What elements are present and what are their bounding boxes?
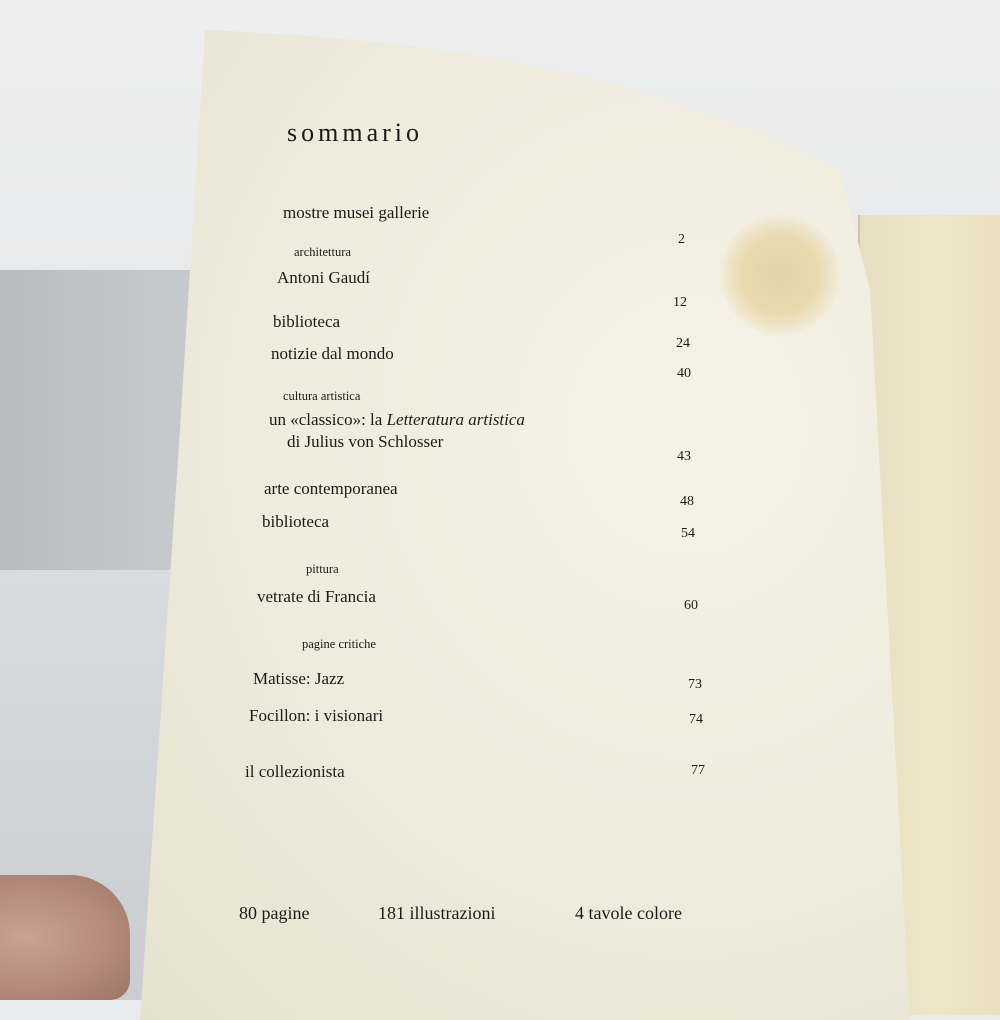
toc-category: pagine critiche [302, 637, 376, 651]
toc-entry-page: 74 [689, 712, 703, 727]
toc-entry-title: vetrate di Francia [257, 587, 376, 606]
toc-entry-page: 77 [691, 763, 705, 778]
toc-entry-title [269, 410, 525, 430]
toc-entry-title: notizie dal mondo [271, 344, 394, 363]
toc-entry-page: 12 [673, 295, 687, 310]
toc-entry-page: 60 [684, 598, 698, 613]
background-shadow [0, 270, 200, 570]
toc-entry-title: Matisse: Jazz [253, 669, 345, 688]
toc-entry-page: 48 [680, 494, 694, 509]
toc-entry-page: 24 [676, 336, 690, 351]
toc-entry-title-italic: Letteratura artistica [386, 410, 525, 429]
toc-category: pittura [306, 562, 339, 576]
toc-entry-page: 2 [678, 232, 685, 247]
contents-page [140, 30, 920, 1020]
toc-entry-page: 40 [677, 366, 691, 381]
toc-entry-page: 43 [677, 449, 691, 464]
toc-entry-title: biblioteca [273, 312, 341, 331]
toc-entry-title: mostre musei gallerie [283, 203, 430, 222]
toc-entry-title: arte contemporanea [264, 479, 398, 498]
toc-entry-title-line2: di Julius von Schlosser [287, 432, 444, 451]
footer-illustrations: 181 illustrazioni [378, 903, 496, 923]
footer-pages: 80 pagine [239, 903, 310, 923]
toc-entry-title-prefix: un «classico»: la [269, 410, 387, 429]
toc-category: architettura [294, 245, 351, 259]
paper-stain [720, 215, 840, 335]
toc-entry-page: 73 [688, 677, 702, 692]
toc-entry-page: 54 [681, 526, 695, 541]
thumb [0, 875, 130, 1000]
toc-entry-title: Antoni Gaudí [277, 268, 371, 287]
toc-category: cultura artistica [283, 389, 361, 403]
toc-entry-title: biblioteca [262, 512, 330, 531]
page-title: sommario [287, 118, 423, 147]
footer-color-plates: 4 tavole colore [575, 903, 682, 923]
toc-entry-title: il collezionista [245, 762, 345, 781]
toc-entry-title: Focillon: i visionari [249, 706, 384, 725]
